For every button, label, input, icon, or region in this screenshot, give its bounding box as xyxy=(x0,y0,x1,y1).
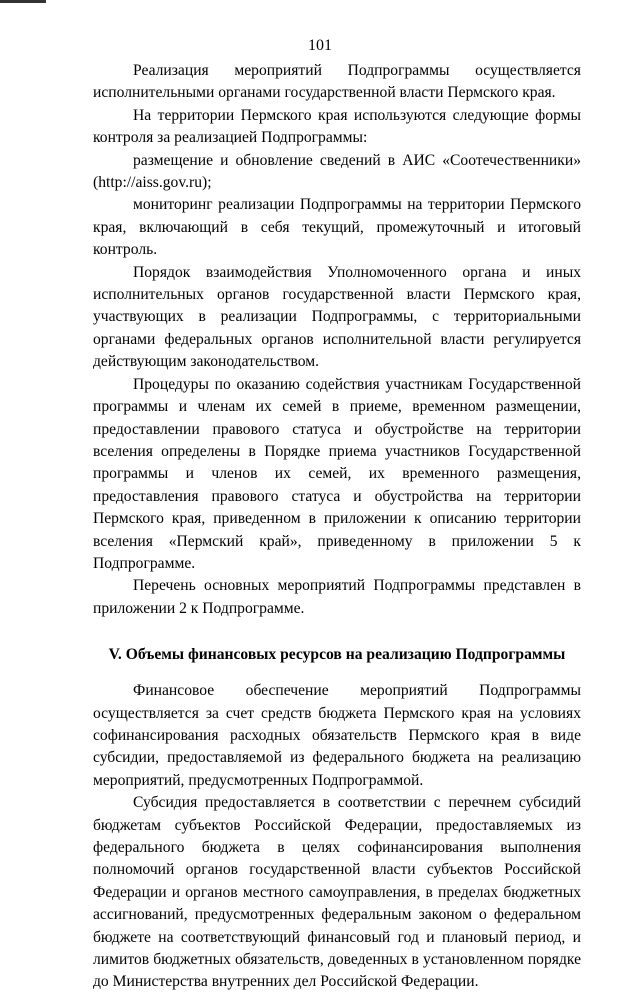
section-heading: V. Объемы финансовых ресурсов на реализацию Подпрограммы xyxy=(108,646,566,664)
paragraph-procedures: Процедуры по оказанию содействия участникам Государственной программы и членам их семей в приеме, временном размещении, предоставлении правового статуса и обустройстве на территории вселения определены в Порядке приема участников Государственной программы и членов их семей, их временного размещения, предоставления правового статуса и обустройства на территории Пермского края, приведенном в приложении к описанию территории вселения «Пермский край», приведенному в приложении 5 к Подпрограмме. xyxy=(93,375,581,572)
scan-corner-mark xyxy=(0,0,46,3)
paragraph-financing: Финансовое обеспечение мероприятий Подпрограммы осуществляется за счет средств бюджета Пермского края на условиях софинансирования расходных обязательств Пермского края в виде субсидии, предоставляемой из федерального бюджета на реализацию мероприятий, предусмотренных Подпрограммой. xyxy=(93,682,581,789)
paragraph-control-forms: На территории Пермского края используются следующие формы контроля за реализацией Подпрограммы: xyxy=(93,106,581,147)
paragraph-aiss: размещение и обновление сведений в АИС «Соотечественники» (http://aiss.gov.ru); xyxy=(93,151,581,192)
paragraph-subsidy: Субсидия предоставляется в соответствии с перечнем субсидий бюджетам субъектов Российской Федерации, предоставляемых из федерального бюджета в целях софинансирования выполнения полномочий органов государственной власти субъектов Российской Федерации и органов местного самоуправления, в пределах бюджетных ассигнований, предусмотренных федеральным законом о федеральном бюджете на соответствующий финансовый год и плановый период, и лимитов бюджетных обязательств, доведенных в установленном порядке до Министерства внутренних дел Российской Федерации. xyxy=(93,794,581,991)
paragraph-interaction-order: Порядок взаимодействия Уполномоченного органа и иных исполнительных органов государственной власти Пермского края, участвующих в реализации Подпрограммы, с территориальными органами федеральных органов исполнительной власти регулируется действующим законодательством. xyxy=(93,263,581,371)
paragraph-activities-list: Перечень основных мероприятий Подпрограммы представлен в приложении 2 к Подпрограмме. xyxy=(93,577,581,617)
paragraph-implementation: Реализация мероприятий Подпрограммы осуществляется исполнительными органами государственной власти Пермского края. xyxy=(93,62,581,102)
document-body xyxy=(93,60,581,994)
page-number: 101 xyxy=(308,37,332,54)
paragraph-monitoring: мониторинг реализации Подпрограммы на территории Пермского края, включающий в себя текущий, промежуточный и итоговый контроль. xyxy=(93,196,581,259)
